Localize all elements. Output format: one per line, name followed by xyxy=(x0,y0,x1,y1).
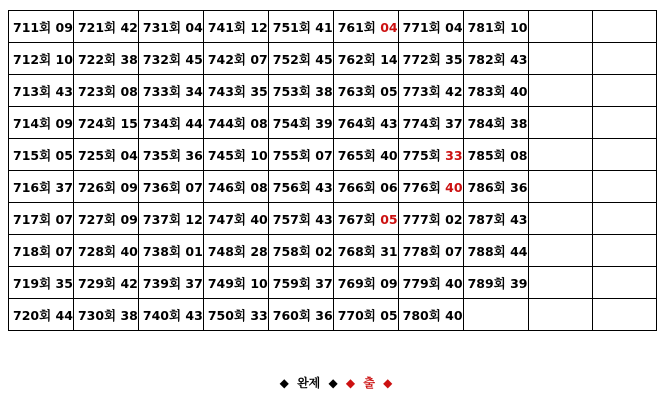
draw-cell xyxy=(9,171,74,203)
draw-cell xyxy=(203,267,268,299)
draw-round: 780회 xyxy=(402,307,441,323)
draw-cell xyxy=(9,139,74,171)
table-row xyxy=(9,139,657,171)
draw-number: 43 xyxy=(185,307,203,323)
draw-round: 778회 xyxy=(402,243,441,259)
draw-round: 750회 xyxy=(207,307,246,323)
draw-round: 725회 xyxy=(77,147,117,163)
draw-cell xyxy=(333,75,398,107)
draw-cell xyxy=(203,235,268,267)
draw-cell xyxy=(463,139,528,171)
draw-number: 43 xyxy=(510,211,528,227)
draw-number: 33 xyxy=(250,307,268,323)
draw-round: 724회 xyxy=(77,115,117,131)
draw-cell xyxy=(9,267,74,299)
draw-number: 39 xyxy=(510,275,528,291)
draw-number: 37 xyxy=(55,179,73,195)
draw-number: 40 xyxy=(445,275,463,291)
legend-diamond-red: ◆ xyxy=(345,376,356,390)
draw-cell xyxy=(333,107,398,139)
draw-number: 40 xyxy=(510,83,528,99)
draw-round: 779회 xyxy=(402,275,441,291)
draw-results-table xyxy=(8,10,657,331)
draw-number: 09 xyxy=(55,115,73,131)
empty-cell xyxy=(528,235,592,267)
draw-round: 745회 xyxy=(207,147,246,163)
draw-number: 10 xyxy=(250,275,268,291)
draw-number: 02 xyxy=(315,243,333,259)
draw-number: 31 xyxy=(380,243,398,259)
draw-round: 720회 xyxy=(13,307,52,323)
draw-number: 40 xyxy=(445,179,463,195)
draw-number: 09 xyxy=(120,179,138,195)
draw-round: 746회 xyxy=(207,179,246,195)
draw-number: 38 xyxy=(510,115,528,131)
draw-round: 748회 xyxy=(207,243,246,259)
draw-number: 12 xyxy=(185,211,203,227)
draw-cell xyxy=(9,299,74,331)
draw-round: 771회 xyxy=(402,19,441,35)
draw-number: 14 xyxy=(380,51,398,67)
draw-cell xyxy=(138,299,203,331)
draw-number: 09 xyxy=(55,19,73,35)
draw-cell xyxy=(398,75,463,107)
draw-round: 762회 xyxy=(337,51,376,67)
empty-cell xyxy=(528,299,592,331)
draw-number: 05 xyxy=(380,307,398,323)
draw-number: 08 xyxy=(250,179,268,195)
draw-round: 732회 xyxy=(142,51,182,67)
draw-number: 34 xyxy=(185,83,203,99)
draw-cell xyxy=(398,299,463,331)
draw-number: 40 xyxy=(120,243,138,259)
draw-cell xyxy=(463,203,528,235)
draw-round: 742회 xyxy=(207,51,246,67)
draw-round: 753회 xyxy=(272,83,311,99)
draw-number: 07 xyxy=(185,179,203,195)
draw-round: 785회 xyxy=(467,147,506,163)
empty-cell xyxy=(528,107,592,139)
draw-number: 43 xyxy=(510,51,528,67)
draw-round: 761회 xyxy=(337,19,376,35)
draw-round: 721회 xyxy=(77,19,117,35)
draw-cell xyxy=(138,235,203,267)
draw-round: 741회 xyxy=(207,19,246,35)
draw-number: 40 xyxy=(380,147,398,163)
empty-cell xyxy=(528,139,592,171)
draw-number: 42 xyxy=(445,83,463,99)
draw-number: 35 xyxy=(445,51,463,67)
empty-cell xyxy=(592,267,656,299)
draw-cell xyxy=(73,107,138,139)
draw-number: 38 xyxy=(315,83,333,99)
draw-round: 722회 xyxy=(77,51,117,67)
legend-diamond-black: ◆ xyxy=(279,376,289,390)
draw-round: 781회 xyxy=(467,19,506,35)
draw-round: 739회 xyxy=(142,275,182,291)
draw-cell xyxy=(73,203,138,235)
draw-cell xyxy=(333,171,398,203)
draw-round: 786회 xyxy=(467,179,506,195)
draw-number: 37 xyxy=(315,275,333,291)
draw-round: 774회 xyxy=(402,115,441,131)
draw-cell xyxy=(463,11,528,43)
empty-cell xyxy=(463,299,528,331)
draw-cell xyxy=(268,75,333,107)
draw-cell xyxy=(203,139,268,171)
draw-cell xyxy=(333,299,398,331)
draw-number: 43 xyxy=(55,83,73,99)
draw-number: 08 xyxy=(510,147,528,163)
draw-cell xyxy=(398,267,463,299)
draw-number: 43 xyxy=(315,179,333,195)
draw-number: 08 xyxy=(250,115,268,131)
empty-cell xyxy=(592,75,656,107)
draw-round: 770회 xyxy=(337,307,376,323)
draw-round: 713회 xyxy=(13,83,52,99)
draw-round: 756회 xyxy=(272,179,311,195)
draw-round: 718회 xyxy=(13,243,52,259)
draw-cell xyxy=(73,43,138,75)
draw-round: 737회 xyxy=(142,211,182,227)
draw-round: 769회 xyxy=(337,275,376,291)
draw-round: 782회 xyxy=(467,51,506,67)
draw-round: 773회 xyxy=(402,83,441,99)
draw-cell xyxy=(203,171,268,203)
draw-number: 36 xyxy=(315,307,333,323)
draw-round: 760회 xyxy=(272,307,311,323)
draw-number: 37 xyxy=(185,275,203,291)
draw-round: 738회 xyxy=(142,243,182,259)
draw-number: 43 xyxy=(380,115,398,131)
draw-cell xyxy=(73,235,138,267)
draw-cell xyxy=(203,75,268,107)
draw-cell xyxy=(9,43,74,75)
draw-cell xyxy=(463,171,528,203)
draw-round: 754회 xyxy=(272,115,311,131)
draw-round: 726회 xyxy=(77,179,117,195)
draw-round: 733회 xyxy=(142,83,182,99)
draw-cell xyxy=(73,171,138,203)
empty-cell xyxy=(528,171,592,203)
draw-cell xyxy=(9,11,74,43)
draw-cell xyxy=(268,11,333,43)
draw-cell xyxy=(333,11,398,43)
empty-cell xyxy=(528,267,592,299)
draw-number: 04 xyxy=(120,147,138,163)
empty-cell xyxy=(592,299,656,331)
draw-round: 744회 xyxy=(207,115,246,131)
draw-cell xyxy=(73,75,138,107)
draw-cell xyxy=(268,267,333,299)
draw-number: 07 xyxy=(55,211,73,227)
draw-round: 728회 xyxy=(77,243,117,259)
draw-number: 41 xyxy=(315,19,333,35)
draw-round: 714회 xyxy=(13,115,52,131)
draw-round: 736회 xyxy=(142,179,182,195)
empty-cell xyxy=(592,139,656,171)
draw-cell xyxy=(73,11,138,43)
empty-cell xyxy=(592,203,656,235)
draw-cell xyxy=(73,267,138,299)
draw-number: 01 xyxy=(185,243,203,259)
draw-round: 768회 xyxy=(337,243,376,259)
draw-cell xyxy=(398,235,463,267)
draw-cell xyxy=(73,139,138,171)
draw-cell xyxy=(203,107,268,139)
table-row xyxy=(9,299,657,331)
draw-round: 749회 xyxy=(207,275,246,291)
draw-number: 08 xyxy=(120,83,138,99)
draw-cell xyxy=(203,203,268,235)
draw-cell xyxy=(268,171,333,203)
draw-number: 36 xyxy=(185,147,203,163)
draw-cell xyxy=(138,171,203,203)
legend-diamond-black: ◆ xyxy=(328,376,338,390)
draw-number: 39 xyxy=(315,115,333,131)
draw-round: 723회 xyxy=(77,83,117,99)
draw-number: 45 xyxy=(315,51,333,67)
draw-cell xyxy=(463,107,528,139)
draw-number: 04 xyxy=(445,19,463,35)
draw-number: 05 xyxy=(55,147,73,163)
draw-round: 743회 xyxy=(207,83,246,99)
table-row xyxy=(9,75,657,107)
draw-number: 44 xyxy=(55,307,73,323)
draw-round: 758회 xyxy=(272,243,311,259)
draw-round: 740회 xyxy=(142,307,182,323)
empty-cell xyxy=(528,43,592,75)
draw-number: 38 xyxy=(120,51,138,67)
draw-round: 784회 xyxy=(467,115,506,131)
draw-number: 44 xyxy=(510,243,528,259)
draw-number: 43 xyxy=(315,211,333,227)
draw-cell xyxy=(333,139,398,171)
draw-cell xyxy=(138,75,203,107)
table-row xyxy=(9,235,657,267)
draw-number: 42 xyxy=(120,275,138,291)
draw-number: 40 xyxy=(250,211,268,227)
draw-round: 719회 xyxy=(13,275,52,291)
draw-round: 765회 xyxy=(337,147,376,163)
draw-number: 42 xyxy=(120,19,138,35)
empty-cell xyxy=(592,107,656,139)
draw-cell xyxy=(463,43,528,75)
draw-number: 09 xyxy=(380,275,398,291)
draw-round: 757회 xyxy=(272,211,311,227)
draw-cell xyxy=(398,171,463,203)
draw-round: 759회 xyxy=(272,275,311,291)
draw-number: 07 xyxy=(315,147,333,163)
empty-cell xyxy=(528,11,592,43)
draw-round: 776회 xyxy=(402,179,441,195)
draw-cell xyxy=(138,139,203,171)
draw-cell xyxy=(9,75,74,107)
draw-number: 04 xyxy=(380,19,398,35)
empty-cell xyxy=(592,235,656,267)
draw-cell xyxy=(9,203,74,235)
draw-number: 05 xyxy=(380,83,398,99)
draw-cell xyxy=(138,43,203,75)
draw-round: 734회 xyxy=(142,115,182,131)
empty-cell xyxy=(592,11,656,43)
draw-number: 07 xyxy=(250,51,268,67)
draw-cell xyxy=(9,107,74,139)
draw-cell xyxy=(463,267,528,299)
draw-cell xyxy=(138,203,203,235)
draw-round: 787회 xyxy=(467,211,506,227)
draw-cell xyxy=(268,43,333,75)
draw-round: 767회 xyxy=(337,211,376,227)
draw-number: 33 xyxy=(445,147,463,163)
draw-cell xyxy=(463,75,528,107)
draw-cell xyxy=(333,235,398,267)
empty-cell xyxy=(592,43,656,75)
draw-cell xyxy=(268,203,333,235)
empty-cell xyxy=(528,203,592,235)
draw-cell xyxy=(9,235,74,267)
draw-number: 04 xyxy=(185,19,203,35)
draw-number: 10 xyxy=(510,19,528,35)
draw-cell xyxy=(138,11,203,43)
draw-cell xyxy=(398,203,463,235)
draw-round: 766회 xyxy=(337,179,376,195)
draw-number: 38 xyxy=(120,307,138,323)
draw-number: 40 xyxy=(445,307,463,323)
legend-label-out: 출 xyxy=(363,376,375,390)
draw-round: 715회 xyxy=(13,147,52,163)
draw-round: 730회 xyxy=(77,307,117,323)
draw-round: 716회 xyxy=(13,179,52,195)
draw-number: 05 xyxy=(380,211,398,227)
legend xyxy=(0,374,672,391)
draw-cell xyxy=(138,107,203,139)
draw-round: 764회 xyxy=(337,115,376,131)
draw-cell xyxy=(333,267,398,299)
draw-number: 12 xyxy=(250,19,268,35)
draw-round: 777회 xyxy=(402,211,441,227)
legend-label-complete: 완제 xyxy=(297,376,321,390)
draw-cell xyxy=(398,11,463,43)
table-row xyxy=(9,107,657,139)
draw-number: 07 xyxy=(445,243,463,259)
draw-number: 45 xyxy=(185,51,203,67)
draw-round: 727회 xyxy=(77,211,117,227)
draw-number: 15 xyxy=(120,115,138,131)
table-row xyxy=(9,43,657,75)
draw-cell xyxy=(203,299,268,331)
draw-round: 747회 xyxy=(207,211,246,227)
draw-cell xyxy=(268,235,333,267)
draw-cell xyxy=(203,11,268,43)
draw-results-body xyxy=(9,11,657,331)
draw-round: 731회 xyxy=(142,19,182,35)
table-row xyxy=(9,203,657,235)
draw-number: 37 xyxy=(445,115,463,131)
draw-round: 751회 xyxy=(272,19,311,35)
draw-round: 755회 xyxy=(272,147,311,163)
draw-round: 711회 xyxy=(13,19,52,35)
draw-number: 06 xyxy=(380,179,398,195)
draw-round: 752회 xyxy=(272,51,311,67)
draw-number: 07 xyxy=(55,243,73,259)
draw-cell xyxy=(268,139,333,171)
draw-cell xyxy=(268,299,333,331)
legend-diamond-red: ◆ xyxy=(383,376,393,390)
draw-number: 09 xyxy=(120,211,138,227)
table-row xyxy=(9,267,657,299)
draw-cell xyxy=(398,43,463,75)
draw-cell xyxy=(203,43,268,75)
draw-round: 729회 xyxy=(77,275,117,291)
draw-number: 44 xyxy=(185,115,203,131)
draw-cell xyxy=(138,267,203,299)
draw-round: 772회 xyxy=(402,51,441,67)
draw-number: 36 xyxy=(510,179,528,195)
draw-round: 783회 xyxy=(467,83,506,99)
draw-round: 775회 xyxy=(402,147,441,163)
draw-cell xyxy=(463,235,528,267)
draw-cell xyxy=(333,43,398,75)
draw-number: 02 xyxy=(445,211,463,227)
draw-number: 35 xyxy=(55,275,73,291)
draw-round: 712회 xyxy=(13,51,52,67)
draw-cell xyxy=(268,107,333,139)
draw-number: 10 xyxy=(250,147,268,163)
draw-round: 735회 xyxy=(142,147,182,163)
draw-cell xyxy=(73,299,138,331)
empty-cell xyxy=(592,171,656,203)
table-row xyxy=(9,11,657,43)
draw-round: 717회 xyxy=(13,211,52,227)
draw-number: 10 xyxy=(55,51,73,67)
draw-number: 28 xyxy=(250,243,268,259)
draw-round: 788회 xyxy=(467,243,506,259)
draw-number: 35 xyxy=(250,83,268,99)
table-row xyxy=(9,171,657,203)
empty-cell xyxy=(528,75,592,107)
draw-round: 763회 xyxy=(337,83,376,99)
draw-cell xyxy=(398,139,463,171)
draw-cell xyxy=(398,107,463,139)
draw-round: 789회 xyxy=(467,275,506,291)
draw-cell xyxy=(333,203,398,235)
